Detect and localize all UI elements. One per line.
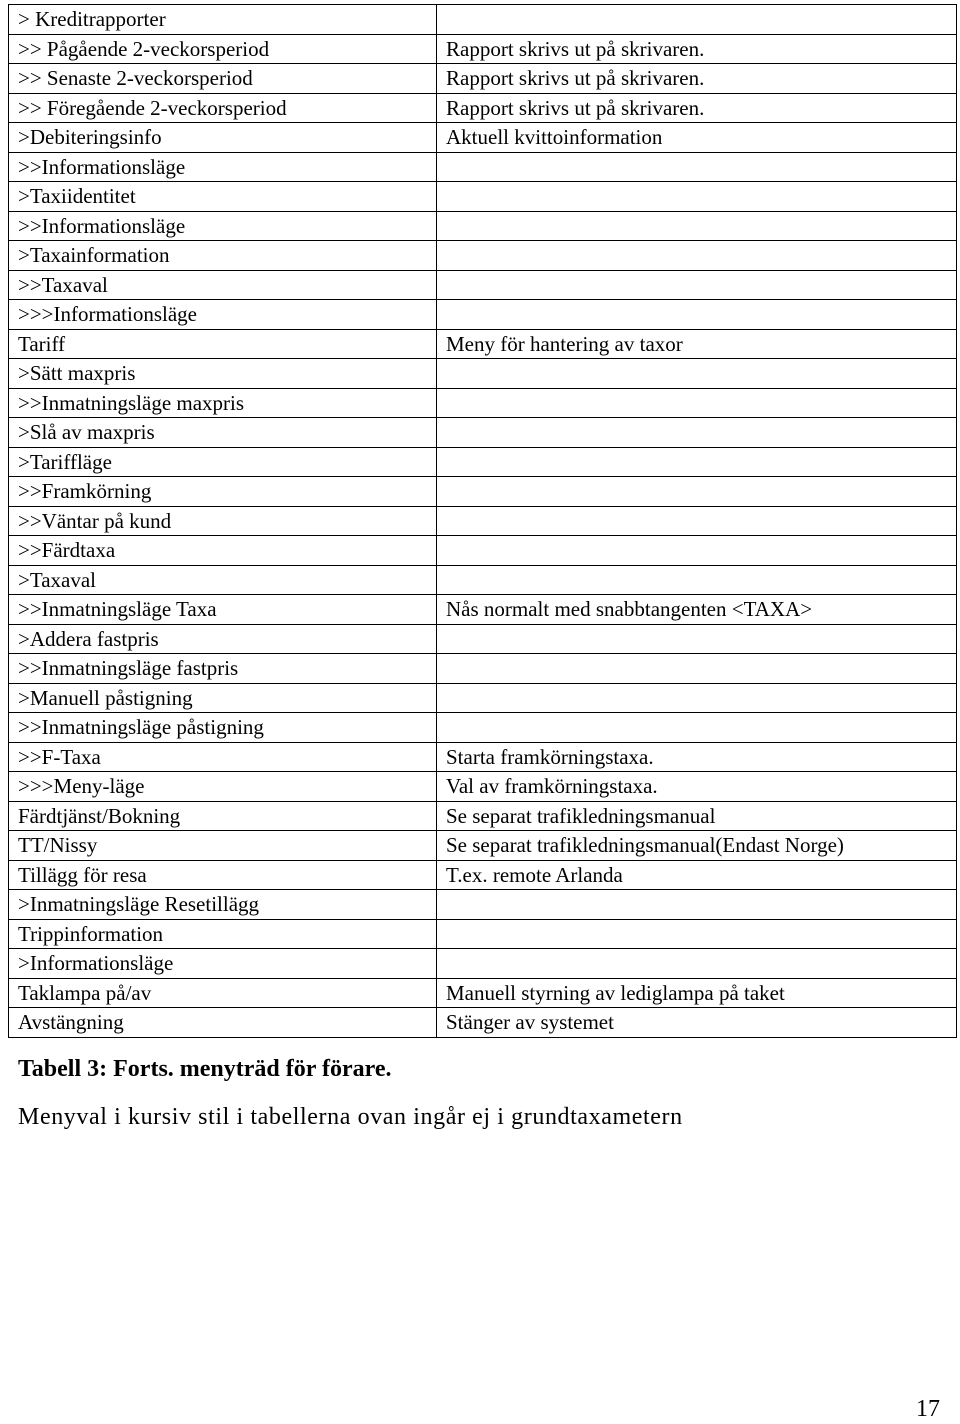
description-cell [437, 418, 957, 448]
menu-item-cell: >> Senaste 2-veckorsperiod [9, 64, 437, 94]
menu-item-cell: >Addera fastpris [9, 624, 437, 654]
description-cell [437, 506, 957, 536]
table-row [9, 300, 957, 330]
description-cell: Rapport skrivs ut på skrivaren. [437, 34, 957, 64]
table-row [9, 93, 957, 123]
description-cell [437, 241, 957, 271]
description-cell [437, 477, 957, 507]
table-row [9, 978, 957, 1008]
menu-item-cell: Trippinformation [9, 919, 437, 949]
table-row [9, 388, 957, 418]
menu-item-cell: >Taxiidentitet [9, 182, 437, 212]
table-row [9, 595, 957, 625]
menu-item-cell: >>F-Taxa [9, 742, 437, 772]
description-cell [437, 388, 957, 418]
table-caption: Tabell 3: Forts. menyträd för förare. [18, 1056, 392, 1082]
table-row [9, 890, 957, 920]
menu-item-cell: Tariff [9, 329, 437, 359]
menu-tree-table-body [9, 5, 957, 1038]
description-cell: Aktuell kvittoinformation [437, 123, 957, 153]
description-cell: Stänger av systemet [437, 1008, 957, 1038]
menu-tree-table [8, 4, 957, 1038]
table-row [9, 624, 957, 654]
description-cell [437, 890, 957, 920]
description-cell: Manuell styrning av lediglampa på taket [437, 978, 957, 1008]
description-cell [437, 536, 957, 566]
table-row [9, 536, 957, 566]
description-cell: Nås normalt med snabbtangenten <TAXA> [437, 595, 957, 625]
table-row [9, 919, 957, 949]
description-cell [437, 624, 957, 654]
menu-item-cell: >>Inmatningsläge fastpris [9, 654, 437, 684]
description-cell: Val av framkörningstaxa. [437, 772, 957, 802]
description-cell [437, 565, 957, 595]
description-cell: Starta framkörningstaxa. [437, 742, 957, 772]
menu-item-cell: >Tariffläge [9, 447, 437, 477]
table-row [9, 742, 957, 772]
description-cell [437, 447, 957, 477]
table-row [9, 506, 957, 536]
menu-item-cell: >>Informationsläge [9, 152, 437, 182]
menu-item-cell: >Taxainformation [9, 241, 437, 271]
description-cell [437, 949, 957, 979]
table-row [9, 654, 957, 684]
table-row [9, 123, 957, 153]
menu-item-cell: Färdtjänst/Bokning [9, 801, 437, 831]
table-row [9, 5, 957, 35]
description-cell: Se separat trafikledningsmanual [437, 801, 957, 831]
description-cell [437, 359, 957, 389]
table-row [9, 152, 957, 182]
table-row [9, 831, 957, 861]
description-cell: T.ex. remote Arlanda [437, 860, 957, 890]
menu-item-cell: Avstängning [9, 1008, 437, 1038]
menu-item-cell: >Inmatningsläge Resetillägg [9, 890, 437, 920]
table-row [9, 359, 957, 389]
menu-item-cell: TT/Nissy [9, 831, 437, 861]
table-row [9, 329, 957, 359]
menu-item-cell: >>Inmatningsläge maxpris [9, 388, 437, 418]
menu-item-cell: Taklampa på/av [9, 978, 437, 1008]
description-cell: Se separat trafikledningsmanual(Endast Norge) [437, 831, 957, 861]
menu-item-cell: >Taxaval [9, 565, 437, 595]
description-cell [437, 713, 957, 743]
menu-item-cell: >>Taxaval [9, 270, 437, 300]
table-row [9, 683, 957, 713]
table-row [9, 860, 957, 890]
menu-item-cell: >Informationsläge [9, 949, 437, 979]
table-row [9, 949, 957, 979]
table-row [9, 713, 957, 743]
description-cell: Rapport skrivs ut på skrivaren. [437, 64, 957, 94]
table-row [9, 182, 957, 212]
page-number: 17 [916, 1396, 940, 1422]
description-cell [437, 152, 957, 182]
table-row [9, 477, 957, 507]
table-row [9, 801, 957, 831]
menu-item-cell: >Slå av maxpris [9, 418, 437, 448]
menu-item-cell: >Manuell påstigning [9, 683, 437, 713]
description-cell: Meny för hantering av taxor [437, 329, 957, 359]
description-cell [437, 654, 957, 684]
table-row [9, 772, 957, 802]
table-row [9, 64, 957, 94]
table-row [9, 211, 957, 241]
table-row [9, 1008, 957, 1038]
menu-item-cell: >>Färdtaxa [9, 536, 437, 566]
footnote: Menyval i kursiv stil i tabellerna ovan ingår ej i grundtaxametern [18, 1104, 683, 1130]
menu-item-cell: >> Föregående 2-veckorsperiod [9, 93, 437, 123]
menu-item-cell: >Debiteringsinfo [9, 123, 437, 153]
menu-item-cell: Tillägg för resa [9, 860, 437, 890]
table-row [9, 241, 957, 271]
description-cell: Rapport skrivs ut på skrivaren. [437, 93, 957, 123]
menu-item-cell: >>Väntar på kund [9, 506, 437, 536]
menu-item-cell: >Sätt maxpris [9, 359, 437, 389]
menu-item-cell: >>Inmatningsläge Taxa [9, 595, 437, 625]
menu-item-cell: > Kreditrapporter [9, 5, 437, 35]
table-row [9, 34, 957, 64]
description-cell [437, 5, 957, 35]
menu-item-cell: >>Framkörning [9, 477, 437, 507]
table-row [9, 270, 957, 300]
description-cell [437, 300, 957, 330]
menu-item-cell: >>>Meny-läge [9, 772, 437, 802]
description-cell [437, 211, 957, 241]
description-cell [437, 919, 957, 949]
menu-item-cell: >>Inmatningsläge påstigning [9, 713, 437, 743]
description-cell [437, 182, 957, 212]
table-row [9, 418, 957, 448]
menu-item-cell: >>Informationsläge [9, 211, 437, 241]
table-row [9, 447, 957, 477]
table-row [9, 565, 957, 595]
description-cell [437, 270, 957, 300]
menu-item-cell: >> Pågående 2-veckorsperiod [9, 34, 437, 64]
menu-item-cell: >>>Informationsläge [9, 300, 437, 330]
description-cell [437, 683, 957, 713]
